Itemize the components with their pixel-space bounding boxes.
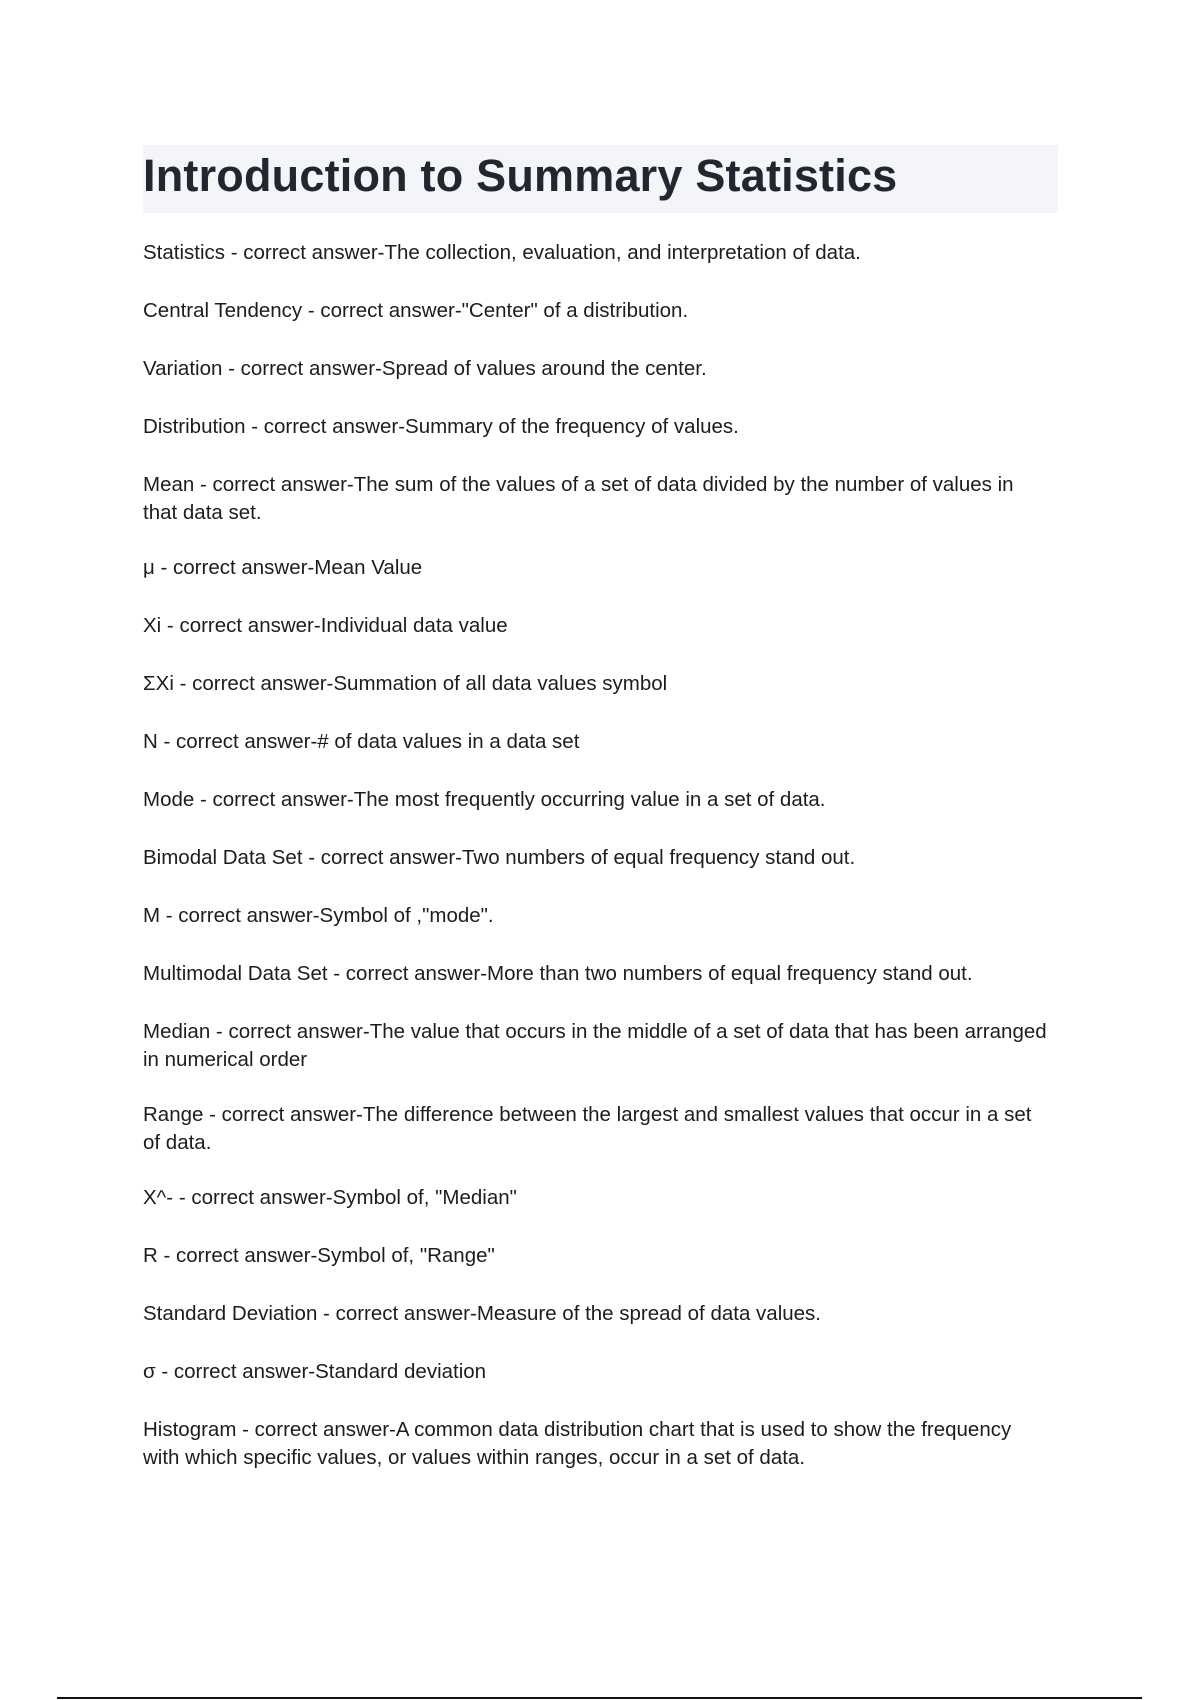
definition-histogram: Histogram - correct answer-A common data distribution chart that is used to show the frequency with which specific values, or values within ranges, occur in a set of data. [143, 1418, 1012, 1469]
definition-median: Median - correct answer-The value that occurs in the middle of a set of data that has been arranged in numerical order [143, 1020, 1047, 1071]
definition-standard-deviation: Standard Deviation - correct answer-Measure of the spread of data values. [143, 1302, 821, 1325]
definition-statistics: Statistics - correct answer-The collection, evaluation, and interpretation of data. [143, 241, 861, 264]
definition-r: R - correct answer-Symbol of, "Range" [143, 1244, 495, 1267]
page-title: Introduction to Summary Statistics [143, 149, 898, 201]
title-band [143, 145, 1058, 213]
definition-n: N - correct answer-# of data values in a data set [143, 730, 580, 753]
definition-central-tendency: Central Tendency - correct answer-"Center" of a distribution. [143, 299, 689, 322]
definition-sigma-xi: ΣXi - correct answer-Summation of all data values symbol [143, 672, 668, 695]
footer-divider [57, 1697, 1142, 1699]
definition-list [143, 239, 1058, 1472]
definition-xi: Xi - correct answer-Individual data value [143, 614, 508, 637]
definition-sigma: σ - correct answer-Standard deviation [143, 1360, 487, 1383]
definition-x-median-symbol: X^- - correct answer-Symbol of, "Median" [143, 1186, 517, 1209]
document-page [143, 145, 1058, 1499]
definition-distribution: Distribution - correct answer-Summary of the frequency of values. [143, 415, 739, 438]
definition-multimodal: Multimodal Data Set - correct answer-More than two numbers of equal frequency stand out. [143, 962, 973, 985]
definition-m: M - correct answer-Symbol of ,"mode". [143, 904, 494, 927]
definition-mu: μ - correct answer-Mean Value [143, 556, 423, 579]
definition-mode: Mode - correct answer-The most frequently occurring value in a set of data. [143, 788, 826, 811]
definition-range: Range - correct answer-The difference between the largest and smallest values that occur in a set of data. [143, 1103, 1032, 1154]
definition-mean: Mean - correct answer-The sum of the values of a set of data divided by the number of values in that data set. [143, 473, 1014, 524]
definition-variation: Variation - correct answer-Spread of values around the center. [143, 357, 707, 380]
definition-bimodal: Bimodal Data Set - correct answer-Two numbers of equal frequency stand out. [143, 846, 856, 869]
